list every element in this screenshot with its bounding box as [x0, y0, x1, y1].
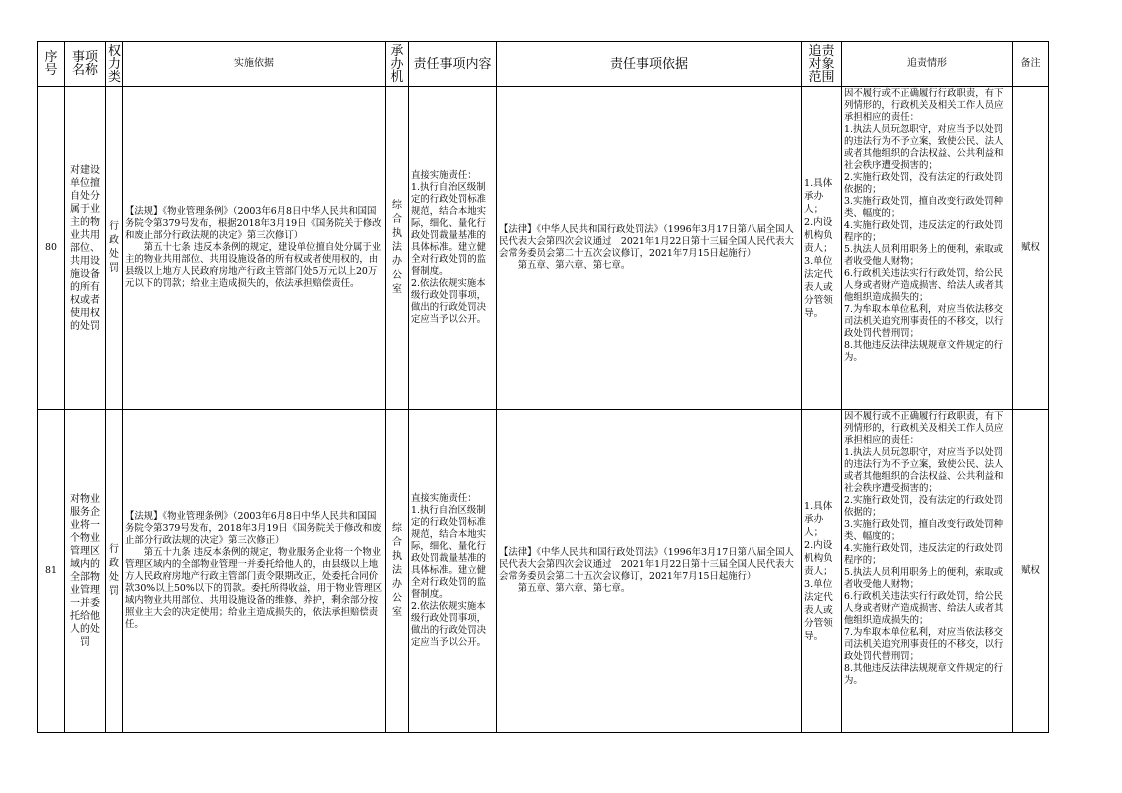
- target-line: 2.内设机构负责人；: [804, 539, 833, 577]
- situation-line: 2.实施行政处罚，没有法定的行政处罚依据的；: [844, 172, 1003, 195]
- situation-line: 8.其他违反法律法规规章文件规定的行为。: [844, 663, 1003, 686]
- row-situation: [842, 410, 1013, 733]
- situation-line: 5.执法人员利用职务上的便利，索取或者收受他人财物；: [844, 567, 1003, 590]
- situation-line: 7.为牟取本单位私利，对应当依法移交司法机关追究刑事责任的不移交，以行政处罚代替刑罚；: [844, 304, 1004, 339]
- content-line: 1.执行自治区级制定的行政处罚标准规范，结合本地实际，细化、量化行政处罚裁量基准的具体标准。建立健全对行政处罚的监督制度。: [411, 182, 487, 277]
- row-basis: [123, 87, 386, 410]
- law-basis-text: 【法律】《中华人民共和国行政处罚法》（1996年3月17日第八届全国人民代表大会第四次会议通过 2021年1月22日第十三届全国人民代表大会常务委员会第二十五次会议修订，2021年7月15日起施行）: [499, 547, 794, 582]
- row-note: 赋权: [1013, 87, 1049, 410]
- row-situation: [842, 87, 1013, 410]
- header-situation: 追责情形: [842, 42, 1013, 87]
- row-resp-basis: [497, 87, 802, 410]
- header-row: [38, 42, 1049, 87]
- situation-line: 8.其他违反法律法规规章文件规定的行为。: [844, 340, 1003, 363]
- situation-line: 5.执法人员利用职务上的便利，索取或者收受他人财物；: [844, 244, 1003, 267]
- header-note: 备注: [1013, 42, 1049, 87]
- row-item-name: 对建设单位擅自处分属于业主的物业共用部位、共用设施设备的所有权或者使用权的处罚: [65, 87, 106, 410]
- row-dept: 综合执法办公室: [386, 410, 409, 733]
- situation-line: 4.实施行政处罚，违反法定的行政处罚程序的；: [844, 543, 1003, 566]
- row-seq: 80: [38, 87, 65, 410]
- law-basis-text: 【法律】《中华人民共和国行政处罚法》（1996年3月17日第八届全国人民代表大会第四次会议通过 2021年1月22日第十三届全国人民代表大会常务委员会第二十五次会议修订，2021年7月15日起施行）: [499, 224, 794, 259]
- target-line: 3.单位法定代表人或分管领导。: [804, 255, 833, 319]
- situation-line: 因不履行或不正确履行行政职责，有下列情形的，行政机关及相关工作人员应承担相应的责任：: [844, 411, 1004, 446]
- table-row: [38, 87, 1049, 410]
- row-resp-basis: [497, 410, 802, 733]
- header-target: 追责对象范围: [802, 42, 842, 87]
- row-note: 赋权: [1013, 410, 1049, 733]
- content-line: 2.依法依规实施本级行政处罚事项，做出的行政处罚决定应当予以公开。: [411, 278, 487, 325]
- row-power-type: 行政处罚: [106, 87, 123, 410]
- row-resp-content: [409, 87, 497, 410]
- target-line: 1.具体承办人；: [804, 177, 833, 215]
- situation-line: 1.执法人员玩忽职守，对应当予以处罚的违法行为不予立案，致使公民、法人或者其他组织的合法权益、公共利益和社会秩序遭受损害的；: [844, 447, 1004, 494]
- content-line: 1.执行自治区级制定的行政处罚标准规范，结合本地实际，细化、量化行政处罚裁量基准的具体标准。建立健全对行政处罚的监督制度。: [411, 505, 487, 600]
- situation-line: 6.行政机关违法实行行政处罚，给公民人身或者财产造成损害、给法人或者其他组织造成损失的；: [844, 268, 1004, 303]
- row-power-type: 行政处罚: [106, 410, 123, 733]
- header-seq: 序号: [38, 42, 65, 87]
- header-dept: 承办机: [386, 42, 409, 87]
- target-line: 1.具体承办人；: [804, 500, 833, 538]
- situation-line: 4.实施行政处罚，违反法定的行政处罚程序的；: [844, 220, 1003, 243]
- situation-line: 7.为牟取本单位私利，对应当依法移交司法机关追究刑事责任的不移交，以行政处罚代替刑罚；: [844, 627, 1004, 662]
- situation-line: 因不履行或不正确履行行政职责，有下列情形的，行政机关及相关工作人员应承担相应的责任：: [844, 88, 1004, 123]
- law-basis-chapters: 第五章、第六章、第七章。: [517, 583, 631, 594]
- header-item-name: 事项名称: [65, 42, 106, 87]
- situation-line: 1.执法人员玩忽职守，对应当予以处罚的违法行为不予立案，致使公民、法人或者其他组织的合法权益、公共利益和社会秩序遭受损害的；: [844, 124, 1004, 171]
- content-line: 2.依法依规实施本级行政处罚事项，做出的行政处罚决定应当予以公开。: [411, 601, 487, 648]
- target-line: 3.单位法定代表人或分管领导。: [804, 578, 833, 642]
- row-basis: [123, 410, 386, 733]
- row-item-name: 对物业服务企业将一个物业管理区域内的全部物业管理一并委托给他人的处罚: [65, 410, 106, 733]
- situation-line: 2.实施行政处罚，没有法定的行政处罚依据的；: [844, 495, 1003, 518]
- basis-law: 【法规】《物业管理条例》（2003年6月8日中华人民共和国国务院令第379号发布，2018年3月19日《国务院关于修改和废止部分行政法规的决定》第三次修正）: [125, 511, 382, 546]
- basis-article: 第五十九条 违反本条例的规定，物业服务企业将一个物业管理区域内的全部物业管理一并委托给他人的，由县级以上地方人民政府房地产行政主管部门责令限期改正，处委托合同价款30%以上50%以下的罚款。委托所得收益，用于物业管理区域内物业共用部位、共用设施设备的维修、养护，剩余部分按照业主大会的决定使用；给业主造成损失的，依法承担赔偿责任。: [125, 547, 383, 630]
- header-basis: 实施依据: [123, 42, 386, 87]
- content-line: 直接实施责任：: [411, 170, 477, 181]
- row-seq: 81: [38, 410, 65, 733]
- table-row: [38, 410, 1049, 733]
- row-target: [802, 410, 842, 733]
- header-power-type: 权力类: [106, 42, 123, 87]
- responsibility-table: [37, 41, 1049, 733]
- basis-law: 【法规】《物业管理条例》（2003年6月8日中华人民共和国国务院令第379号发布，根据2018年3月19日《国务院关于修改和废止部分行政法规的决定》第三次修订）: [125, 206, 382, 241]
- header-resp-content: 责任事项内容: [409, 42, 497, 87]
- row-dept: 综合执法办公室: [386, 87, 409, 410]
- row-resp-content: [409, 410, 497, 733]
- header-resp-basis: 责任事项依据: [497, 42, 802, 87]
- content-line: 直接实施责任：: [411, 493, 477, 504]
- situation-line: 3.实施行政处罚，擅自改变行政处罚种类、幅度的；: [844, 519, 1003, 542]
- target-line: 2.内设机构负责人；: [804, 216, 833, 254]
- situation-line: 3.实施行政处罚，擅自改变行政处罚种类、幅度的；: [844, 196, 1003, 219]
- law-basis-chapters: 第五章、第六章、第七章。: [517, 260, 631, 271]
- situation-line: 6.行政机关违法实行行政处罚，给公民人身或者财产造成损害、给法人或者其他组织造成损失的；: [844, 591, 1004, 626]
- basis-article: 第五十七条 违反本条例的规定，建设单位擅自处分属于业主的物业共用部位、共用设施设备的所有权或者使用权的，由县级以上地方人民政府房地产行政主管部门处5万元以上20万元以下的罚款；给业主造成损失的，依法承担赔偿责任。: [125, 242, 382, 289]
- row-target: [802, 87, 842, 410]
